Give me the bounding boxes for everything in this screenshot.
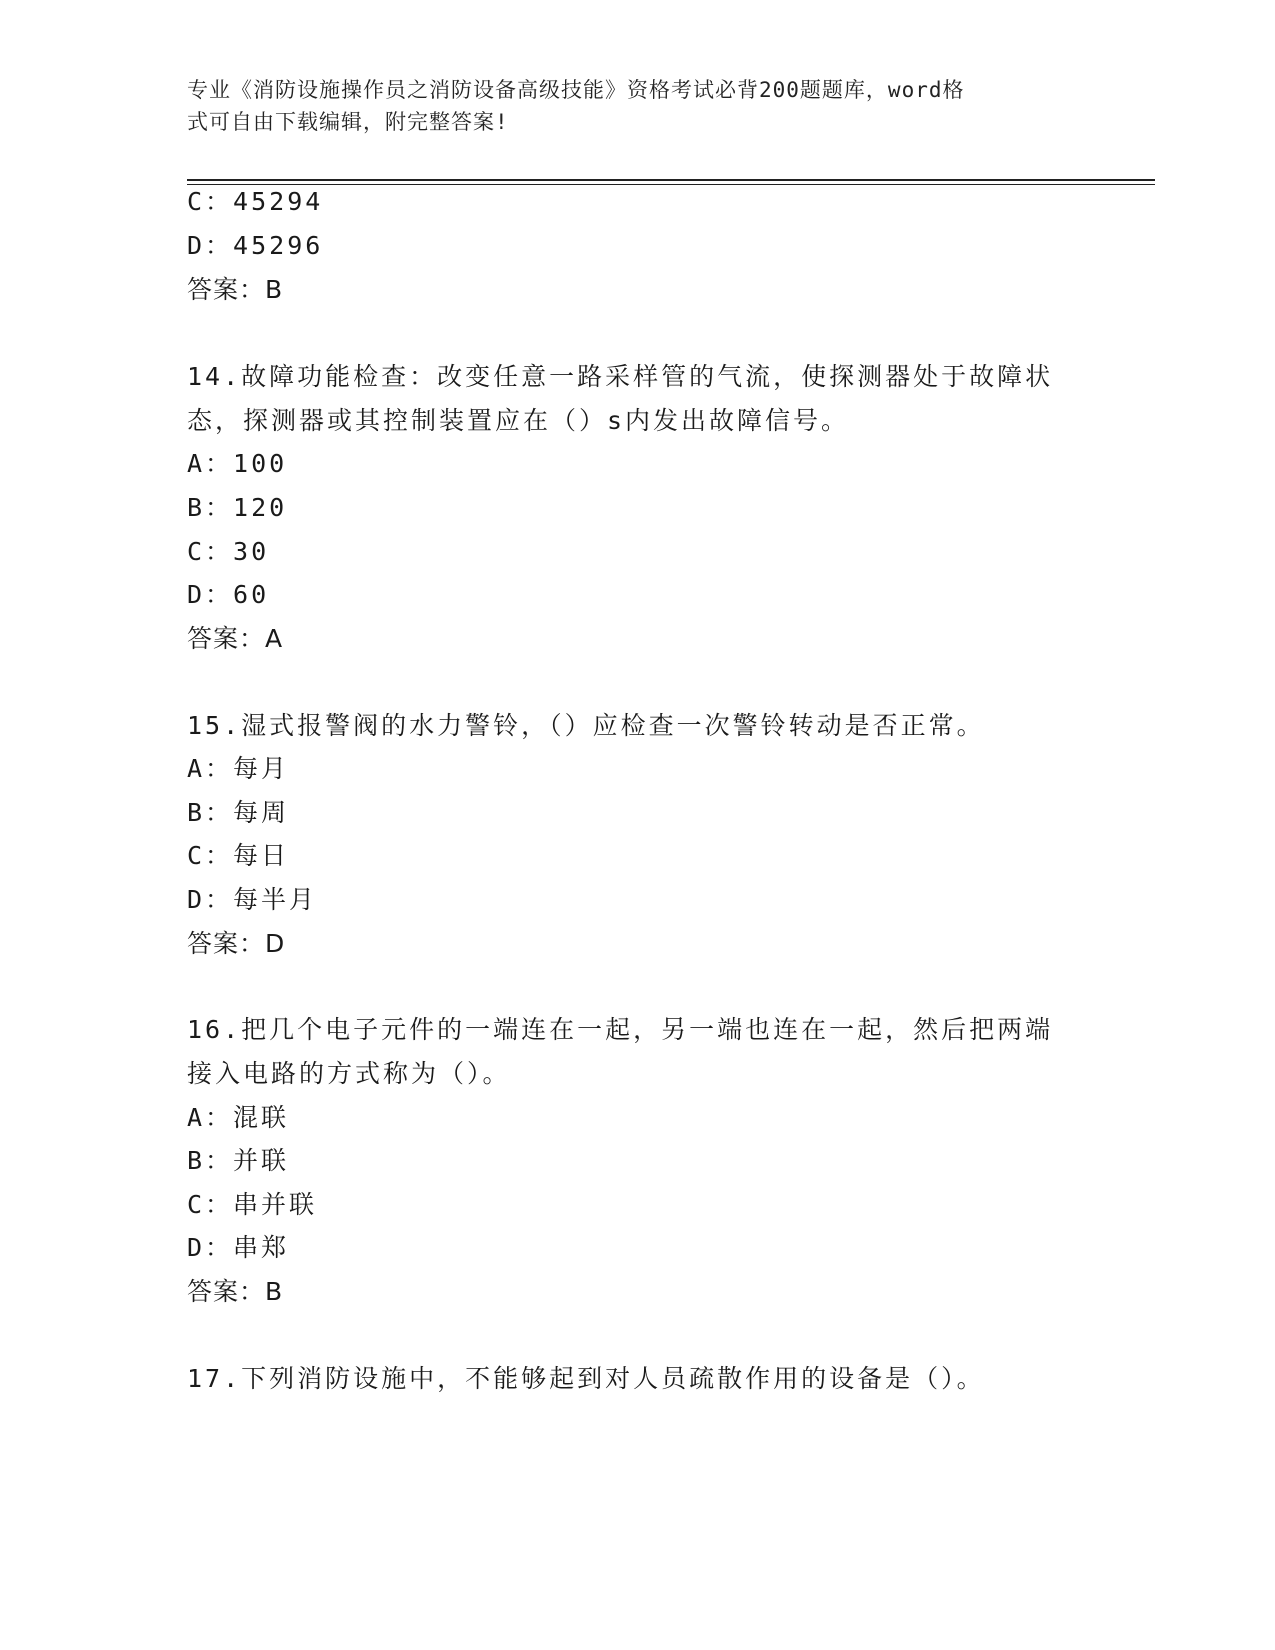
q14-option-b: B：120 bbox=[187, 493, 288, 522]
q15-option-d: D：每半月 bbox=[187, 885, 318, 914]
q15-answer: 答案：D bbox=[187, 929, 286, 958]
q15-option-b: B：每周 bbox=[187, 798, 290, 827]
q13-option-d: D：45296 bbox=[187, 231, 324, 260]
q14-stem-line-1: 14.故障功能检查：改变任意一路采样管的气流，使探测器处于故障状 bbox=[187, 362, 1054, 391]
q13-answer: 答案：B bbox=[187, 275, 284, 304]
q14-option-c: C：30 bbox=[187, 537, 270, 566]
q16-option-c: C：串并联 bbox=[187, 1190, 318, 1219]
header-divider-thick bbox=[187, 179, 1155, 181]
q15-option-a: A：每月 bbox=[187, 754, 290, 783]
header-line-1: 专业《消防设施操作员之消防设备高级技能》资格考试必背200题题库，word格 bbox=[187, 78, 965, 102]
q14-stem-line-2: 态，探测器或其控制装置应在（）s内发出故障信号。 bbox=[187, 406, 850, 435]
header-divider-thin bbox=[187, 184, 1155, 185]
q14-option-a: A：100 bbox=[187, 449, 288, 478]
q16-option-b: B：并联 bbox=[187, 1146, 290, 1175]
document-header bbox=[187, 74, 1087, 138]
q15-option-c: C：每日 bbox=[187, 841, 290, 870]
q16-stem-line-2: 接入电路的方式称为（）。 bbox=[187, 1059, 511, 1088]
q16-answer: 答案：B bbox=[187, 1277, 284, 1306]
q16-stem-line-1: 16.把几个电子元件的一端连在一起，另一端也连在一起，然后把两端 bbox=[187, 1015, 1054, 1044]
q14-option-d: D：60 bbox=[187, 580, 270, 609]
q15-stem-line-1: 15.湿式报警阀的水力警铃，（）应检查一次警铃转动是否正常。 bbox=[187, 711, 985, 740]
header-line-2: 式可自由下载编辑，附完整答案! bbox=[187, 110, 509, 134]
q16-option-a: A：混联 bbox=[187, 1103, 290, 1132]
q16-option-d: D：串郑 bbox=[187, 1233, 290, 1262]
q14-answer: 答案：A bbox=[187, 624, 284, 653]
q17-stem-line-1: 17.下列消防设施中，不能够起到对人员疏散作用的设备是（）。 bbox=[187, 1364, 985, 1393]
q13-option-c: C：45294 bbox=[187, 187, 324, 216]
